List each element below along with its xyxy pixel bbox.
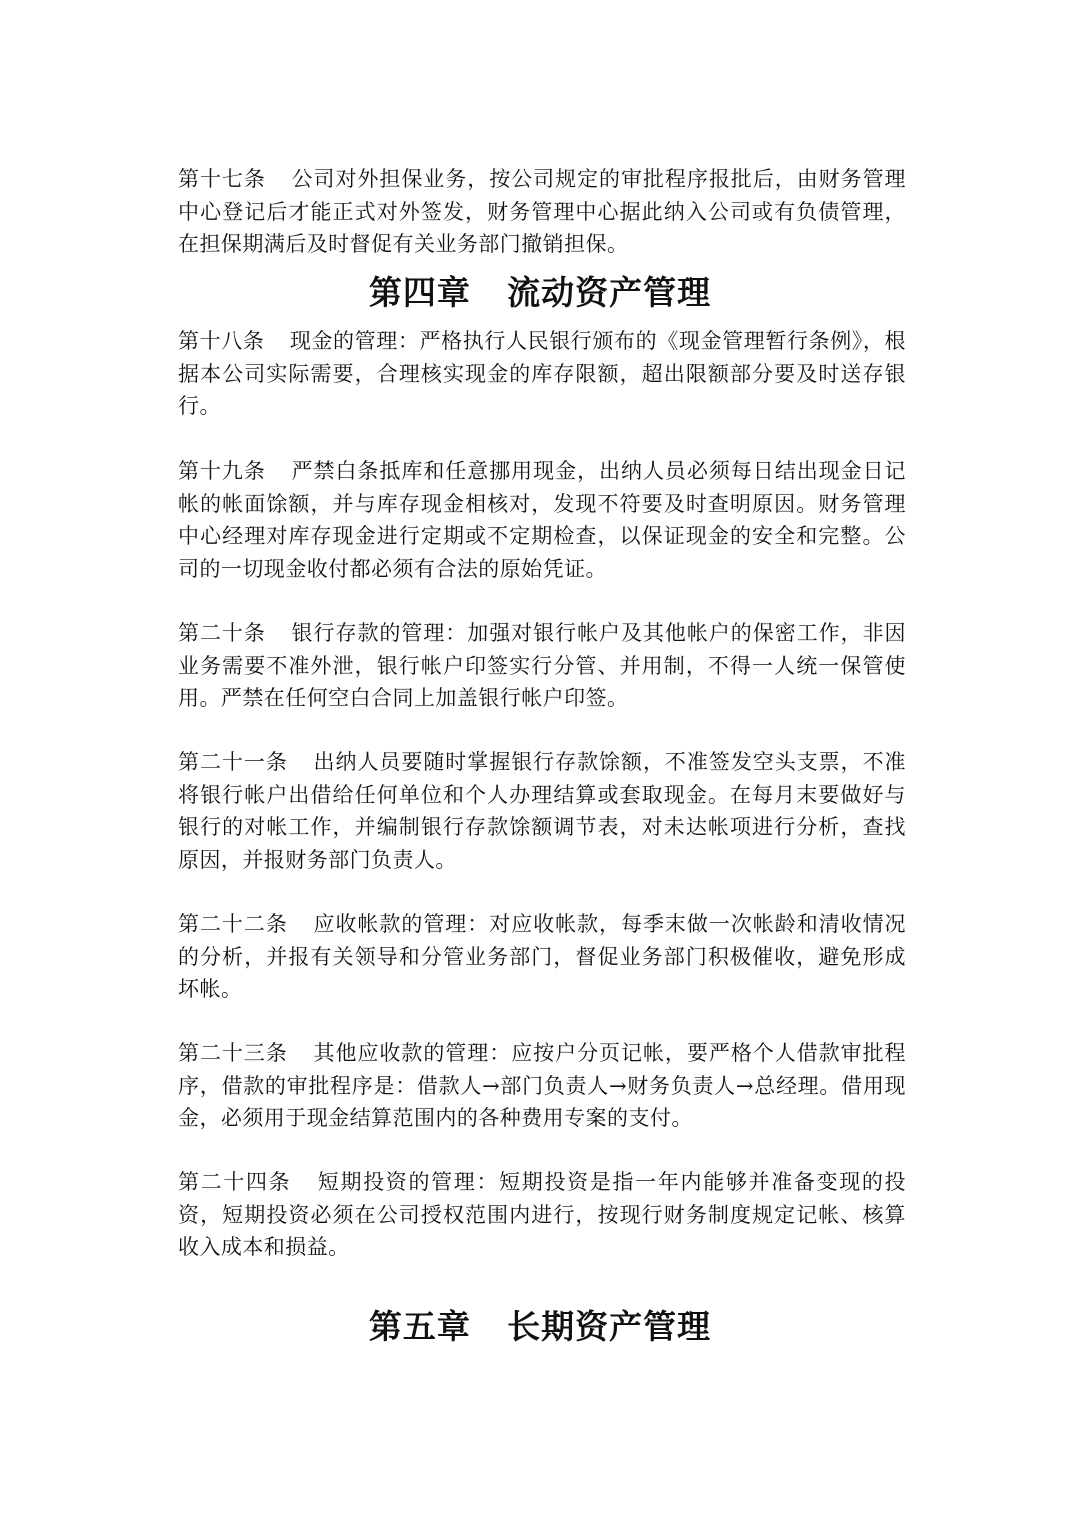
article-17-label: 第十七条 bbox=[178, 167, 266, 191]
chapter-5-heading bbox=[0, 1305, 1080, 1349]
article-19-text: 严禁白条抵库和任意挪用现金，出纳人员必须每日结出现金日记帐的帐面馀额，并与库存现金相核对，发现不符要及时查明原因。财务管理中心经理对库存现金进行定期或不定期检查，以保证现金的安全和完整。公司的一切现金收付都必须有合法的原始凭证。 bbox=[178, 459, 906, 581]
chapter-4-title: 流动资产管理 bbox=[507, 273, 712, 312]
article-21 bbox=[178, 746, 906, 876]
article-22-label: 第二十二条 bbox=[178, 912, 288, 936]
chapter-4-heading bbox=[0, 271, 1080, 315]
article-20 bbox=[178, 617, 906, 715]
article-17 bbox=[178, 163, 906, 261]
article-23-text: 其他应收款的管理：应按户分页记帐，要严格个人借款审批程序，借款的审批程序是：借款人→部门负责人→财务负责人→总经理。借用现金，必须用于现金结算范围内的各种费用专案的支付。 bbox=[178, 1041, 907, 1130]
article-19 bbox=[178, 455, 906, 585]
article-23 bbox=[178, 1037, 906, 1135]
article-19-label: 第十九条 bbox=[178, 459, 266, 483]
chapter-5-label: 第五章 bbox=[368, 1307, 471, 1346]
article-18 bbox=[178, 325, 906, 423]
article-22-text: 应收帐款的管理：对应收帐款，每季末做一次帐龄和清收情况的分析，并报有关领导和分管业务部门，督促业务部门积极催收，避免形成坏帐。 bbox=[178, 912, 907, 1001]
article-21-label: 第二十一条 bbox=[178, 750, 288, 774]
chapter-4-label: 第四章 bbox=[368, 273, 471, 312]
article-17-text: 公司对外担保业务，按公司规定的审批程序报批后，由财务管理中心登记后才能正式对外签发，财务管理中心据此纳入公司或有负债管理，在担保期满后及时督促有关业务部门撤销担保。 bbox=[178, 167, 906, 256]
article-24 bbox=[178, 1166, 906, 1264]
article-18-text: 现金的管理：严格执行人民银行颁布的《现金管理暂行条例》，根据本公司实际需要，合理核实现金的库存限额，超出限额部分要及时送存银行。 bbox=[178, 329, 906, 418]
chapter-5-title: 长期资产管理 bbox=[507, 1307, 712, 1346]
article-18-label: 第十八条 bbox=[178, 329, 265, 353]
article-24-text: 短期投资的管理：短期投资是指一年内能够并准备变现的投资，短期投资必须在公司授权范围内进行，按现行财务制度规定记帐、核算收入成本和损益。 bbox=[178, 1170, 906, 1259]
article-23-label: 第二十三条 bbox=[178, 1041, 288, 1065]
article-20-label: 第二十条 bbox=[178, 621, 266, 645]
article-22 bbox=[178, 908, 906, 1006]
article-24-label: 第二十四条 bbox=[178, 1170, 292, 1194]
article-20-text: 银行存款的管理：加强对银行帐户及其他帐户的保密工作，非因业务需要不准外泄，银行帐户印签实行分管、并用制，不得一人统一保管使用。严禁在任何空白合同上加盖银行帐户印签。 bbox=[178, 621, 906, 710]
article-21-text: 出纳人员要随时掌握银行存款馀额，不准签发空头支票，不准将银行帐户出借给任何单位和个人办理结算或套取现金。在每月末要做好与银行的对帐工作，并编制银行存款馀额调节表，对未达帐项进行分析，查找原因，并报财务部门负责人。 bbox=[178, 750, 907, 872]
